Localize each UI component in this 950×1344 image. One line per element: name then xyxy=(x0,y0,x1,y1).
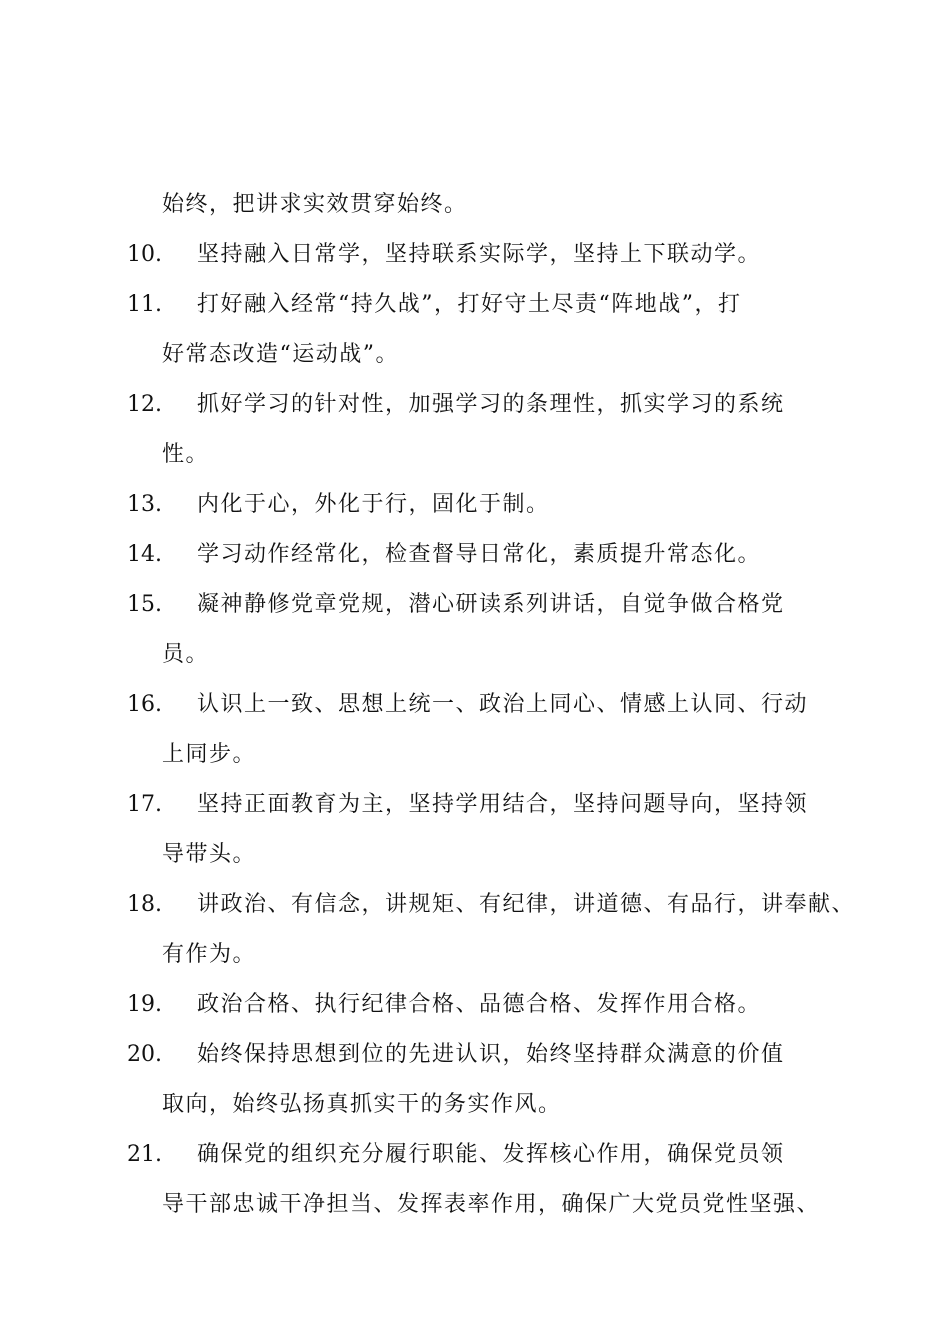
item-text: 坚持正面教育为主，坚持学用结合，坚持问题导向，坚持领 xyxy=(197,792,809,817)
item-text-continuation: 性。 xyxy=(162,442,210,467)
list-item xyxy=(127,530,847,580)
item-number: 20. xyxy=(127,1042,162,1067)
item-text: 坚持融入日常学，坚持联系实际学，坚持上下联动学。 xyxy=(197,242,762,267)
item-number: 14. xyxy=(127,542,162,567)
item-number: 17. xyxy=(127,792,162,817)
item-number: 16. xyxy=(127,692,162,717)
list-item xyxy=(127,380,847,480)
item-text: 始终保持思想到位的先进认识，始终坚持群众满意的价值 xyxy=(197,1042,785,1067)
list-item xyxy=(127,1130,847,1230)
item-number: 15. xyxy=(127,592,162,617)
item-number: 13. xyxy=(127,492,162,517)
item-number: 18. xyxy=(127,892,162,917)
list-item xyxy=(127,780,847,880)
numbered-list xyxy=(127,230,856,1230)
item-text: 政治合格、执行纪律合格、品德合格、发挥作用合格。 xyxy=(197,992,762,1017)
list-item xyxy=(127,980,847,1030)
item-text-continuation: 好常态改造“运动战”。 xyxy=(162,342,399,367)
item-text-continuation: 上同步。 xyxy=(162,742,257,767)
item-text: 凝神静修党章党规，潜心研读系列讲话，自觉争做合格党 xyxy=(197,592,785,617)
list-item xyxy=(127,580,847,680)
item-text-continuation: 导带头。 xyxy=(162,842,257,867)
item-text: 抓好学习的针对性，加强学习的条理性，抓实学习的系统 xyxy=(197,392,785,417)
list-item xyxy=(127,880,856,980)
item-text: 确保党的组织充分履行职能、发挥核心作用，确保党员领 xyxy=(197,1142,785,1167)
item-text-continuation: 员。 xyxy=(162,642,210,667)
continuation-text: 始终，把讲求实效贯穿始终。 xyxy=(162,192,468,217)
list-item xyxy=(127,480,847,530)
item-text-continuation: 导干部忠诚干净担当、发挥表率作用，确保广大党员党性坚强、 xyxy=(162,1192,821,1217)
item-number: 21. xyxy=(127,1142,162,1167)
item-number: 11. xyxy=(127,292,162,317)
list-item xyxy=(127,230,847,280)
item-text: 学习动作经常化，检查督导日常化，素质提升常态化。 xyxy=(197,542,762,567)
item-text: 内化于心，外化于行，固化于制。 xyxy=(197,492,550,517)
item-text: 打好融入经常“持久战”，打好守土尽责“阵地战”，打 xyxy=(197,292,742,317)
list-item xyxy=(127,680,847,780)
item-text: 讲政治、有信念，讲规矩、有纪律，讲道德、有品行，讲奉献、 xyxy=(197,892,856,917)
list-item xyxy=(127,280,847,380)
list-item xyxy=(127,1030,847,1130)
item-text-continuation: 取向，始终弘扬真抓实干的务实作风。 xyxy=(162,1092,562,1117)
item-text-continuation: 有作为。 xyxy=(162,942,257,967)
item-number: 12. xyxy=(127,392,162,417)
item-number: 19. xyxy=(127,992,162,1017)
item-number: 10. xyxy=(127,242,162,267)
item-text: 认识上一致、思想上统一、政治上同心、情感上认同、行动 xyxy=(197,692,809,717)
